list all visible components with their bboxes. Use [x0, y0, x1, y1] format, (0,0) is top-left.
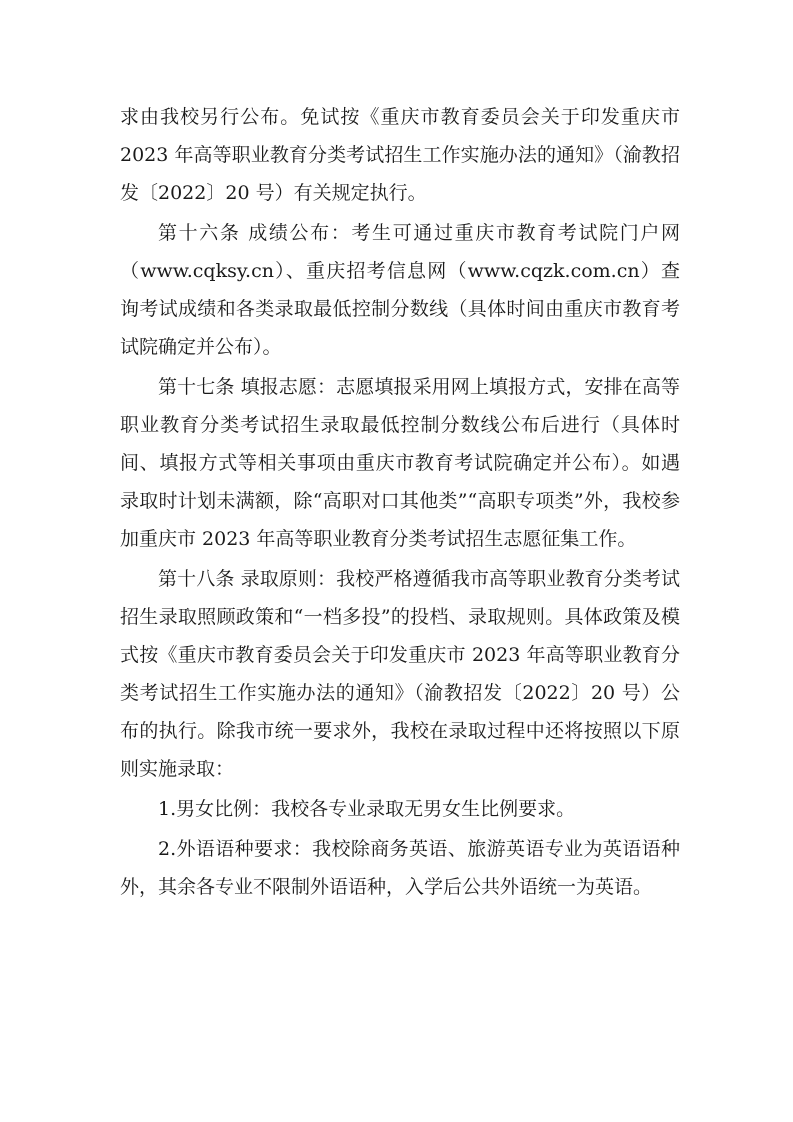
paragraph-article-16: 第十六条 成绩公布：考生可通过重庆市教育考试院门户网（www.cqksy.cn）、重庆招考信息网（www.cqzk.com.cn）查询考试成绩和各类录取最低控制分数线（具体时间由重庆市教育考试院确定并公布）。: [120, 222, 680, 358]
paragraph-language-requirement: 2.外语语种要求：我校除商务英语、旅游英语专业为英语语种外，其余各专业不限制外语语种，入学后公共外语统一为英语。: [120, 838, 680, 898]
paragraph-article-17: 第十七条 填报志愿：志愿填报采用网上填报方式，安排在高等职业教育分类考试招生录取最低控制分数线公布后进行（具体时间、填报方式等相关事项由重庆市教育考试院确定并公布）。如遇录取时计划未满额，除“高职对口其他类”“高职专项类”外，我校参加重庆市 2023 年高等职业教育分类考试招生志愿征集工作。: [120, 376, 680, 550]
document-body: [120, 98, 680, 906]
paragraph-admission-exemption: 求由我校另行公布。免试按《重庆市教育委员会关于印发重庆市 2023 年高等职业教育分类考试招生工作实施办法的通知》（渝教招发〔2022〕20 号）有关规定执行。: [120, 106, 680, 204]
paragraph-article-18: 第十八条 录取原则：我校严格遵循我市高等职业教育分类考试招生录取照顾政策和“一档多投”的投档、录取规则。具体政策及模式按《重庆市教育委员会关于印发重庆市 2023 年高等职业教育分类考试招生工作实施办法的通知》（渝教招发〔2022〕20 号）公布的执行。除我市统一要求外，我校在录取过程中还将按照以下原则实施录取：: [120, 568, 680, 780]
paragraph-gender-ratio: 1.男女比例：我校各专业录取无男女生比例要求。: [158, 798, 576, 820]
